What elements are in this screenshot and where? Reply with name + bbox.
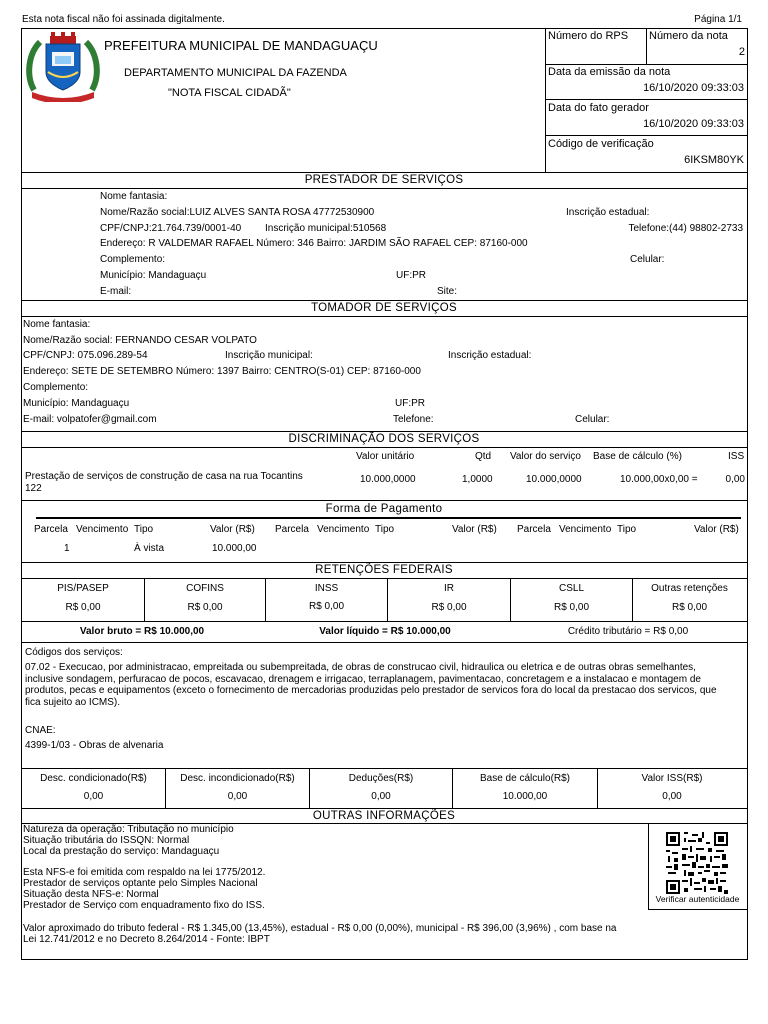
ret-col-cofins: COFINS — [186, 583, 224, 594]
servico-valor-unitario: 10.000,0000 — [360, 474, 416, 485]
col-iss: ISS — [728, 451, 745, 462]
outras-line: Valor aproximado do tributo federal - R$ 1.345,00 (13,45%), estadual - R$ 0,00 (0,00%), municipal - R$ 396,00 (3,96%) , com base na — [23, 923, 617, 934]
valor-bruto: Valor bruto = R$ 10.000,00 — [79, 626, 205, 637]
servico-descricao-cont: 122 — [25, 483, 42, 494]
servico-valor: 10.000,0000 — [526, 474, 582, 485]
pag-col-tipo-1: Tipo — [134, 524, 154, 535]
prestador-uf: UF:PR — [396, 270, 426, 281]
ded-val-deducoes: 0,00 — [371, 791, 391, 802]
pag-col-vencimento-2: Vencimento — [317, 524, 370, 535]
tomador-complemento: Complemento: — [23, 382, 89, 393]
outras-line: Situação desta NFS-e: Normal — [23, 889, 159, 900]
pagamento-section-title: Forma de Pagamento — [325, 503, 443, 515]
col-valor-unitario: Valor unitário — [356, 451, 415, 462]
tomador-cpf: CPF/CNPJ: 075.096.289-54 — [23, 350, 148, 361]
emissao-value: 16/10/2020 09:33:03 — [643, 82, 744, 94]
unsigned-notice: Esta nota fiscal não foi assinada digitalmente. — [22, 14, 225, 25]
ret-col-pis: PIS/PASEP — [57, 583, 109, 594]
outras-line: Local da prestação do serviço: Mandaguaçu — [23, 846, 220, 857]
col-valor-servico: Valor do serviço — [510, 451, 581, 462]
rps-label: Número do RPS — [548, 30, 629, 42]
ded-val-condicionado: 0,00 — [83, 791, 104, 802]
ded-col-base: Base de cálculo(R$) — [479, 773, 571, 784]
outras-line: Prestador de Serviço com enquadramento fixo do ISS. — [23, 900, 265, 911]
codigo-label: Código de verificação — [548, 138, 654, 150]
tomador-section-title: TOMADOR DE SERVIÇOS — [311, 302, 457, 314]
prestador-nome-fantasia: Nome fantasia: — [100, 191, 168, 202]
servico-iss: 0,00 — [725, 474, 745, 485]
pag-col-tipo-3: Tipo — [617, 524, 637, 535]
pag-col-vencimento-1: Vencimento — [76, 524, 129, 535]
tomador-email: E-mail: volpatofer@gmail.com — [23, 414, 157, 425]
tomador-endereco: Endereço: SETE DE SETEMBRO Número: 1397 Bairro: CENTRO(S-01) CEP: 87160-000 — [23, 366, 421, 377]
col-base-calculo: Base de cálculo (%) — [593, 451, 682, 462]
pag-col-valor-2: Valor (R$) — [452, 524, 497, 535]
tomador-celular: Celular: — [575, 414, 610, 425]
emissao-label: Data da emissão da nota — [548, 66, 671, 78]
prestador-endereco: Endereço: R VALDEMAR RAFAEL Número: 346 Bairro: JARDIM SÃO RAFAEL CEP: 87160-000 — [100, 238, 528, 249]
outras-section-title: OUTRAS INFORMAÇÕES — [312, 810, 456, 822]
col-qtd: Qtd — [475, 451, 492, 462]
tomador-uf: UF:PR — [395, 398, 425, 409]
tomador-razao-social: Nome/Razão social: FERNANDO CESAR VOLPATO — [23, 335, 257, 346]
prestador-site: Site: — [437, 286, 458, 297]
prestador-telefone: Telefone:(44) 98802-2733 — [628, 223, 743, 234]
prestador-insc-municipal: Inscrição municipal:510568 — [265, 223, 387, 234]
prestador-complemento: Complemento: — [100, 254, 166, 265]
tomador-insc-municipal: Inscrição municipal: — [225, 350, 313, 361]
tomador-telefone: Telefone: — [393, 414, 434, 425]
ded-val-base: 10.000,00 — [502, 791, 548, 802]
prestador-cpf: CPF/CNPJ:21.764.739/0001-40 — [100, 223, 242, 234]
credito-tributario: Crédito tributário = R$ 0,00 — [567, 626, 689, 637]
coat-of-arms-logo — [24, 32, 102, 102]
verificar-autenticidade-link[interactable]: Verificar autenticidade — [655, 894, 740, 904]
pag-col-parcela-3: Parcela — [517, 524, 551, 535]
ded-val-valor-iss: 0,00 — [662, 791, 682, 802]
ret-val-pis: R$ 0,00 — [65, 602, 101, 613]
ret-val-ir: R$ 0,00 — [431, 602, 467, 613]
outras-line: Lei 12.741/2012 e no Decreto 8.264/2014 - Fonte: IBPT — [23, 934, 270, 945]
ret-col-csll: CSLL — [558, 583, 584, 594]
pag-col-parcela-1: Parcela — [34, 524, 68, 535]
ret-col-ir: IR — [444, 583, 454, 594]
outras-line: Situação tributária do ISSQN: Normal — [23, 835, 190, 846]
ded-val-incondicionado: 0,00 — [227, 791, 248, 802]
fato-value: 16/10/2020 09:33:03 — [643, 118, 744, 130]
retencoes-section-title: RETENÇÕES FEDERAIS — [315, 564, 453, 576]
valor-liquido: Valor líquido = R$ 10.000,00 — [319, 626, 451, 637]
pag-col-valor-1: Valor (R$) — [210, 524, 255, 535]
qr-code-icon[interactable] — [666, 832, 728, 894]
tomador-insc-estadual: Inscrição estadual: — [448, 350, 532, 361]
outras-line: Natureza da operação: Tributação no município — [23, 824, 234, 835]
org-name: PREFEITURA MUNICIPAL DE MANDAGUAÇU — [104, 38, 378, 53]
pag-valor: 10.000,00 — [212, 543, 257, 554]
nota-label: Número da nota — [649, 30, 728, 42]
department-name: DEPARTAMENTO MUNICIPAL DA FAZENDA — [124, 67, 347, 79]
ret-val-inss: R$ 0,00 — [308, 601, 345, 612]
cnae-value: 4399-1/03 - Obras de alvenaria — [25, 740, 164, 751]
servico-qtd: 1,0000 — [462, 474, 493, 485]
servico-base: 10.000,00x0,00 = — [620, 474, 698, 485]
ded-col-valor-iss: Valor ISS(R$) — [641, 773, 703, 784]
tomador-nome-fantasia: Nome fantasia: — [23, 319, 91, 330]
outras-line: Esta NFS-e foi emitida com respaldo na lei 1775/2012. — [23, 867, 266, 878]
pag-col-parcela-2: Parcela — [275, 524, 309, 535]
pag-tipo: À vista — [134, 543, 165, 554]
page-number: Página 1/1 — [694, 14, 742, 25]
prestador-municipio: Município: Mandaguaçu — [100, 270, 207, 281]
prestador-razao-social: Nome/Razão social:LUIZ ALVES SANTA ROSA 47772530900 — [100, 207, 375, 218]
ded-col-deducoes: Deduções(R$) — [348, 773, 414, 784]
prestador-email: E-mail: — [100, 286, 132, 297]
nota-number: 2 — [738, 46, 745, 58]
codigos-label: Códigos dos serviços: — [25, 647, 123, 658]
prestador-section-title: PRESTADOR DE SERVIÇOS — [304, 174, 464, 186]
codigos-text: 07.02 - Execucao, por administracao, empreitada ou subempreitada, de obras de construcao civil, hidraulica ou eletrica e de outras obras semelhantes, inclusive sondagem, perfuracao de pocos, escavacao, drenagem e irrigacao, terraplanagem, pavimentacao, concretagem e a instalacao e montagem de produtos, pecas e equipamentos (exceto o fornecimento de mercadorias produzidas pelo prestador de servicos fora do local da prestacao dos servicos, que fica sujeito ao ICMS). — [25, 662, 717, 708]
ret-col-inss: INSS — [314, 583, 339, 594]
servico-descricao: Prestação de serviços de construção de casa na rua Tocantins — [25, 471, 303, 482]
fato-label: Data do fato gerador — [548, 102, 649, 114]
pag-col-tipo-2: Tipo — [375, 524, 395, 535]
ret-col-outras: Outras retenções — [651, 583, 728, 594]
pag-col-valor-3: Valor (R$) — [694, 524, 739, 535]
outras-line: Prestador de serviços optante pelo Simples Nacional — [23, 878, 258, 889]
prestador-insc-estadual: Inscrição estadual: — [566, 207, 650, 218]
ded-col-incondicionado: Desc. incondicionado(R$) — [180, 773, 295, 784]
prestador-celular: Celular: — [630, 254, 665, 265]
ret-val-outras: R$ 0,00 — [671, 602, 708, 613]
ret-val-cofins: R$ 0,00 — [187, 602, 223, 613]
servicos-section-title: DISCRIMINAÇÃO DOS SERVIÇOS — [288, 433, 480, 445]
ded-col-condicionado: Desc. condicionado(R$) — [40, 773, 147, 784]
document-title: "NOTA FISCAL CIDADÃ" — [168, 87, 291, 99]
pag-col-vencimento-3: Vencimento — [559, 524, 612, 535]
pag-parcela: 1 — [64, 543, 70, 554]
codigo-value: 6IKSM80YK — [684, 154, 744, 166]
tomador-municipio: Município: Mandaguaçu — [23, 398, 130, 409]
cnae-label: CNAE: — [25, 725, 56, 736]
ret-val-csll: R$ 0,00 — [553, 602, 590, 613]
